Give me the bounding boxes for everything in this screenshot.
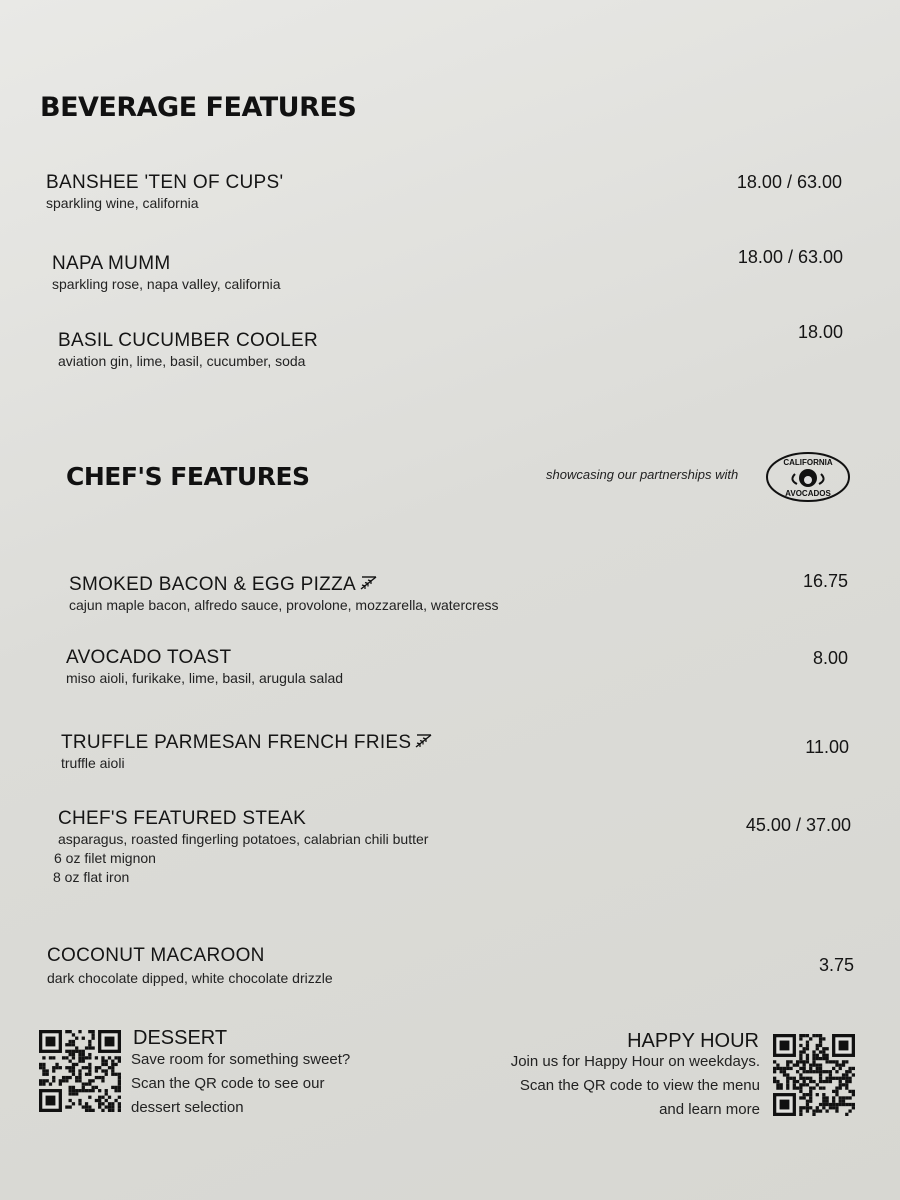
item-name: BASIL CUCUMBER COOLER: [58, 330, 319, 351]
dessert-line: dessert selection: [131, 1099, 244, 1116]
item-name: COCONUT MACAROON: [47, 945, 265, 966]
menu-item: [46, 172, 283, 213]
happy-hour-text: [511, 1050, 760, 1122]
item-option: 8 oz flat iron: [53, 869, 130, 885]
gluten-free-icon: [359, 575, 379, 591]
menu-item: [53, 808, 429, 887]
item-description: miso aioli, furikake, lime, basil, arugula salad: [66, 670, 344, 686]
happy-hour-line: and learn more: [659, 1101, 760, 1118]
menu-item: [61, 732, 434, 773]
menu-item: [69, 574, 499, 615]
dessert-line: Save room for something sweet?: [131, 1051, 351, 1068]
item-description: sparkling wine, california: [46, 195, 199, 211]
menu-item: [52, 253, 281, 294]
beverage-features-heading: BEVERAGE FEATURES: [40, 92, 357, 123]
item-description: truffle aioli: [61, 755, 125, 771]
item-name: [69, 574, 499, 596]
item-price: 45.00 / 37.00: [745, 815, 851, 835]
item-name: AVOCADO TOAST: [66, 647, 232, 668]
california-avocados-logo: [765, 450, 851, 504]
item-name-text: TRUFFLE PARMESAN FRENCH FRIES: [61, 732, 412, 753]
item-name: NAPA MUMM: [52, 253, 171, 274]
item-name-text: SMOKED BACON & EGG PIZZA: [69, 574, 356, 595]
happy-hour-title: HAPPY HOUR: [627, 1030, 759, 1052]
item-description: asparagus, roasted fingerling potatoes, calabrian chili butter: [58, 831, 429, 847]
item-price: 18.00 / 63.00: [737, 247, 843, 267]
logo-top-text: CALIFORNIA: [783, 458, 833, 467]
item-price: 3.75: [818, 955, 854, 975]
happy-hour-line: Scan the QR code to view the menu: [519, 1077, 760, 1094]
item-description: aviation gin, lime, basil, cucumber, soda: [58, 353, 306, 369]
menu-item: [66, 647, 343, 688]
dessert-text: [131, 1048, 350, 1120]
menu-item: [58, 330, 318, 371]
happy-hour-line: Join us for Happy Hour on weekdays.: [510, 1053, 760, 1070]
item-name: BANSHEE 'TEN OF CUPS': [46, 172, 284, 193]
dessert-qr-code[interactable]: [39, 1030, 121, 1112]
item-description: sparkling rose, napa valley, california: [52, 276, 281, 292]
item-price: 16.75: [802, 571, 848, 591]
logo-bottom-text: AVOCADOS: [785, 489, 831, 498]
item-description: dark chocolate dipped, white chocolate drizzle: [47, 970, 333, 986]
chefs-features-heading: CHEF'S FEATURES: [66, 462, 310, 491]
item-price: 18.00 / 63.00: [736, 172, 842, 192]
item-option: 6 oz filet mignon: [54, 850, 156, 866]
dessert-line: Scan the QR code to see our: [131, 1075, 325, 1092]
item-name: CHEF'S FEATURED STEAK: [58, 808, 307, 829]
dessert-title: DESSERT: [133, 1027, 228, 1049]
item-description: cajun maple bacon, alfredo sauce, provolone, mozzarella, watercress: [69, 597, 499, 613]
happy-hour-qr-code[interactable]: [773, 1034, 855, 1116]
partnership-text: showcasing our partnerships with: [546, 467, 739, 482]
item-name: [61, 732, 434, 754]
item-price: 11.00: [805, 737, 849, 757]
menu-item: [47, 945, 333, 988]
gluten-free-icon: [414, 733, 434, 749]
item-price: 8.00: [812, 648, 848, 668]
item-price: 18.00: [797, 322, 843, 342]
